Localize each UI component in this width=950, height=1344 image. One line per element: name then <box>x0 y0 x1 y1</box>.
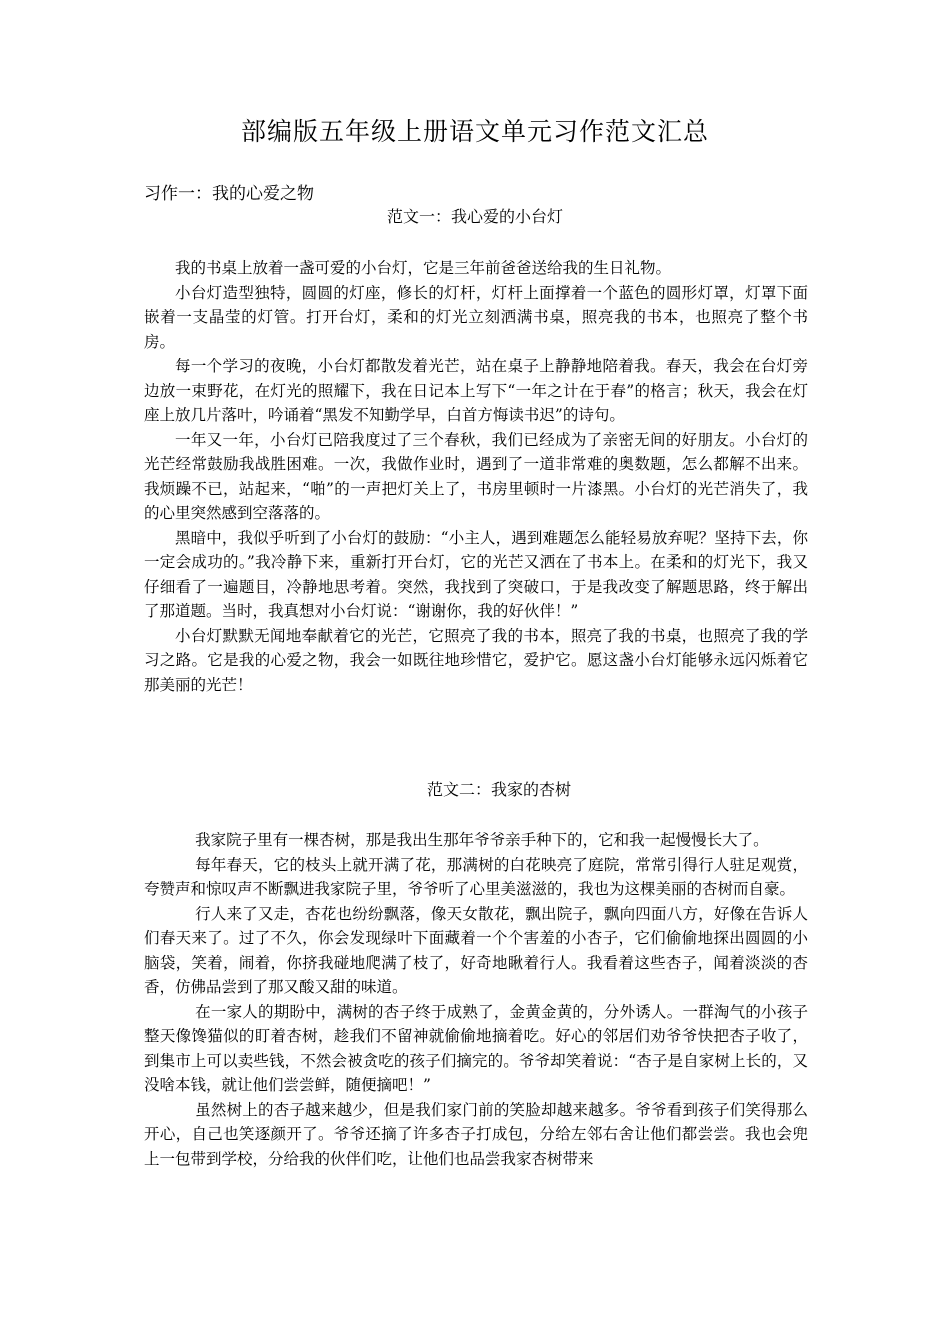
section-title: 习作一：我的心爱之物 <box>144 184 314 204</box>
paragraph: 黑暗中，我似乎听到了小台灯的鼓励：“小主人，遇到难题怎么能轻易放弃呢？坚持下去，你一定会成功的。”我冷静下来，重新打开台灯，它的光芒又洒在了书本上。在柔和的灯光下，我又仔细看了一遍题目，冷静地思考着。突然，我找到了突破口，于是我改变了解题思路，终于解出了那道题。当时，我真想对小台灯说：“谢谢你，我的好伙伴！” <box>144 528 808 620</box>
essay-body-1 <box>144 256 808 697</box>
essay-body-2 <box>144 828 808 1171</box>
paragraph: 虽然树上的杏子越来越少，但是我们家门前的笑脸却越来越多。爷爷看到孩子们笑得那么开心，自己也笑逐颜开了。爷爷还摘了许多杏子打成包，分给左邻右舍让他们都尝尝。我也会兜上一包带到学校，分给我的伙伴们吃，让他们也品尝我家杏树带来 <box>144 1100 808 1168</box>
paragraph: 小台灯造型独特，圆圆的灯座，修长的灯杆，灯杆上面撑着一个蓝色的圆形灯罩，灯罩下面嵌着一支晶莹的灯管。打开台灯，柔和的灯光立刻洒满书桌，照亮我的书本，也照亮了整个书房。 <box>144 283 808 351</box>
paragraph: 每一个学习的夜晚，小台灯都散发着光芒，站在桌子上静静地陪着我。春天，我会在台灯旁边放一束野花，在灯光的照耀下，我在日记本上写下“一年之计在于春”的格言；秋天，我会在灯座上放几片落叶，吟诵着“黑发不知勤学早，白首方悔读书迟”的诗句。 <box>144 357 808 424</box>
paragraph: 一年又一年，小台灯已陪我度过了三个春秋，我们已经成为了亲密无间的好朋友。小台灯的光芒经常鼓励我战胜困难。一次，我做作业时，遇到了一道非常难的奥数题，怎么都解不出来。我烦躁不已，站起来，“啪”的一声把灯关上了，书房里顿时一片漆黑。小台灯的光芒消失了，我的心里突然感到空落落的。 <box>144 430 808 522</box>
paragraph: 我的书桌上放着一盏可爱的小台灯，它是三年前爸爸送给我的生日礼物。 <box>175 259 672 277</box>
essay-title-1: 范文一：我心爱的小台灯 <box>386 207 563 226</box>
paragraph: 行人来了又走，杏花也纷纷飘落，像天女散花，飘出院子，飘向四面八方，好像在告诉人们春天来了。过了不久，你会发现绿叶下面藏着一个个害羞的小杏子，它们偷偷地探出圆圆的小脑袋，笑着，闹着，你挤我碰地爬满了枝了，好奇地瞅着行人。我看着这些杏子，闻着淡淡的杏香，仿佛品尝到了那又酸又甜的味道。 <box>144 904 808 996</box>
paragraph: 我家院子里有一棵杏树，那是我出生那年爷爷亲手种下的，它和我一起慢慢长大了。 <box>195 831 769 849</box>
essay-title-2: 范文二：我家的杏树 <box>426 780 571 799</box>
paragraph: 在一家人的期盼中，满树的杏子终于成熟了，金黄金黄的，分外诱人。一群淘气的小孩子整天像馋猫似的盯着杏树，趁我们不留神就偷偷地摘着吃。好心的邻居们劝爷爷快把杏子收了，到集市上可以卖些钱，不然会被贪吃的孩子们摘完的。爷爷却笑着说：“杏子是自家树上长的，又没啥本钱，就让他们尝尝鲜，随便摘吧！” <box>144 1002 808 1094</box>
paragraph: 小台灯默默无闻地奉献着它的光芒，它照亮了我的书本，照亮了我的书桌，也照亮了我的学习之路。它是我的心爱之物，我会一如既往地珍惜它，爱护它。愿这盏小台灯能够永远闪烁着它那美丽的光芒！ <box>144 626 808 694</box>
paragraph: 每年春天，它的枝头上就开满了花，那满树的白花映亮了庭院，常常引得行人驻足观赏，夸赞声和惊叹声不断飘进我家院子里，爷爷听了心里美滋滋的，我也为这棵美丽的杏树而自豪。 <box>144 855 808 898</box>
document-title: 部编版五年级上册语文单元习作范文汇总 <box>240 117 709 146</box>
